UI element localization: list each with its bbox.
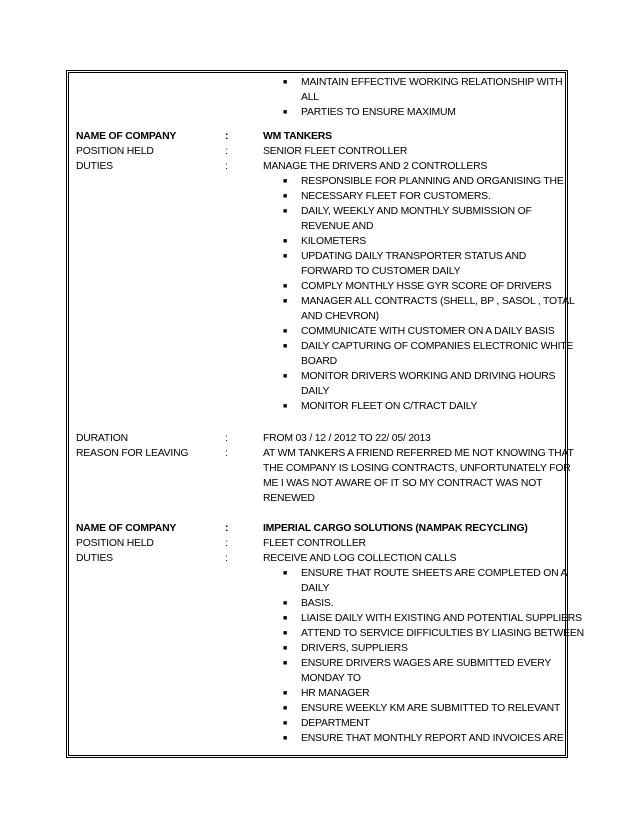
bullet-marker: ■ xyxy=(283,109,288,116)
bullet-marker: ■ xyxy=(283,298,288,305)
reason-text: RENEWED xyxy=(263,493,315,504)
bullet-text: COMMUNICATE WITH CUSTOMER ON A DAILY BASIS xyxy=(301,326,555,337)
bullet-marker: ■ xyxy=(283,615,288,622)
bullet-marker: ■ xyxy=(283,690,288,697)
bullet-text: UPDATING DAILY TRANSPORTER STATUS AND xyxy=(301,251,527,262)
reason-label: REASON FOR LEAVING xyxy=(76,448,189,459)
bullet-marker: ■ xyxy=(283,193,288,200)
bullet-marker: ■ xyxy=(283,373,288,380)
duration-label: DURATION xyxy=(76,433,128,444)
duration-value: FROM 03 / 12 / 2012 TO 22/ 05/ 2013 xyxy=(263,433,431,444)
field-value: MANAGE THE DRIVERS AND 2 CONTROLLERS xyxy=(263,161,488,172)
field-value: FLEET CONTROLLER xyxy=(263,538,366,549)
field-label: NAME OF COMPANY xyxy=(76,523,177,534)
bullet-text: REVENUE AND xyxy=(301,221,374,232)
bullet-marker: ■ xyxy=(283,208,288,215)
bullet-marker: ■ xyxy=(283,705,288,712)
duration-colon: : xyxy=(225,433,228,444)
bullet-text: MONITOR FLEET ON C/TRACT DAILY xyxy=(301,401,478,412)
bullet-text: AND CHEVRON) xyxy=(301,311,379,322)
reason-colon: : xyxy=(225,448,228,459)
reason-text: THE COMPANY IS LOSING CONTRACTS, UNFORTUNATELY FOR xyxy=(263,463,571,474)
field-value: RECEIVE AND LOG COLLECTION CALLS xyxy=(263,553,457,564)
field-label: DUTIES xyxy=(76,553,113,564)
field-colon: : xyxy=(225,523,229,534)
bullet-text: RESPONSIBLE FOR PLANNING AND ORGANISING THE xyxy=(301,176,564,187)
bullet-text: ENSURE DRIVERS WAGES ARE SUBMITTED EVERY xyxy=(301,658,552,669)
bullet-text: DAILY xyxy=(301,583,330,594)
field-value: WM TANKERS xyxy=(263,131,332,142)
bullet-marker: ■ xyxy=(283,178,288,185)
bullet-text: DAILY xyxy=(301,386,330,397)
bullet-text: ENSURE WEEKLY KM ARE SUBMITTED TO RELEVANT xyxy=(301,703,561,714)
bullet-marker: ■ xyxy=(283,403,288,410)
field-colon: : xyxy=(225,538,228,549)
bullet-text: ENSURE THAT ROUTE SHEETS ARE COMPLETED ON A xyxy=(301,568,568,579)
bullet-text: NECESSARY FLEET FOR CUSTOMERS. xyxy=(301,191,491,202)
bullet-text: MANAGER ALL CONTRACTS (SHELL, BP , SASOL , TOTAL xyxy=(301,296,575,307)
bullet-marker: ■ xyxy=(283,328,288,335)
field-value: IMPERIAL CARGO SOLUTIONS (NAMPAK RECYCLING) xyxy=(263,523,528,534)
bullet-text: KILOMETERS xyxy=(301,236,366,247)
field-colon: : xyxy=(225,161,228,172)
bullet-marker: ■ xyxy=(283,645,288,652)
field-label: DUTIES xyxy=(76,161,113,172)
bullet-marker: ■ xyxy=(283,735,288,742)
field-label: POSITION HELD xyxy=(76,538,154,549)
field-label: NAME OF COMPANY xyxy=(76,131,177,142)
bullet-text: DEPARTMENT xyxy=(301,718,370,729)
bullet-text: BASIS. xyxy=(301,598,334,609)
bullet-marker: ■ xyxy=(283,283,288,290)
bullet-text: BOARD xyxy=(301,356,337,367)
bullet-marker: ■ xyxy=(283,600,288,607)
bullet-text: LIAISE DAILY WITH EXISTING AND POTENTIAL SUPPLIERS xyxy=(301,613,582,624)
bullet-text: FORWARD TO CUSTOMER DAILY xyxy=(301,266,461,277)
field-value: SENIOR FLEET CONTROLLER xyxy=(263,146,408,157)
bullet-text: MAINTAIN EFFECTIVE WORKING RELATIONSHIP WITH xyxy=(301,77,563,88)
field-colon: : xyxy=(225,131,229,142)
field-colon: : xyxy=(225,553,228,564)
bullet-text: MONITOR DRIVERS WORKING AND DRIVING HOURS xyxy=(301,371,556,382)
bullet-text: HR MANAGER xyxy=(301,688,370,699)
bullet-text: DRIVERS, SUPPLIERS xyxy=(301,643,408,654)
bullet-text: ATTEND TO SERVICE DIFFICULTIES BY LIASING BETWEEN xyxy=(301,628,584,639)
bullet-text: ALL xyxy=(301,92,319,103)
bullet-marker: ■ xyxy=(283,630,288,637)
bullet-text: ENSURE THAT MONTHLY REPORT AND INVOICES ARE xyxy=(301,733,564,744)
bullet-text: COMPLY MONTHLY HSSE GYR SCORE OF DRIVERS xyxy=(301,281,552,292)
bullet-text: DAILY, WEEKLY AND MONTHLY SUBMISSION OF xyxy=(301,206,532,217)
bullet-marker: ■ xyxy=(283,79,288,86)
bullet-text: MONDAY TO xyxy=(301,673,361,684)
bullet-marker: ■ xyxy=(283,660,288,667)
bullet-marker: ■ xyxy=(283,343,288,350)
field-label: POSITION HELD xyxy=(76,146,154,157)
bullet-text: DAILY CAPTURING OF COMPANIES ELECTRONIC WHITE xyxy=(301,341,574,352)
reason-text: ME I WAS NOT AWARE OF IT SO MY CONTRACT WAS NOT xyxy=(263,478,543,489)
bullet-marker: ■ xyxy=(283,253,288,260)
field-colon: : xyxy=(225,146,228,157)
reason-text: AT WM TANKERS A FRIEND REFERRED ME NOT KNOWING THAT xyxy=(263,448,574,459)
bullet-marker: ■ xyxy=(283,238,288,245)
bullet-text: PARTIES TO ENSURE MAXIMUM xyxy=(301,107,456,118)
bullet-marker: ■ xyxy=(283,570,288,577)
bullet-marker: ■ xyxy=(283,720,288,727)
